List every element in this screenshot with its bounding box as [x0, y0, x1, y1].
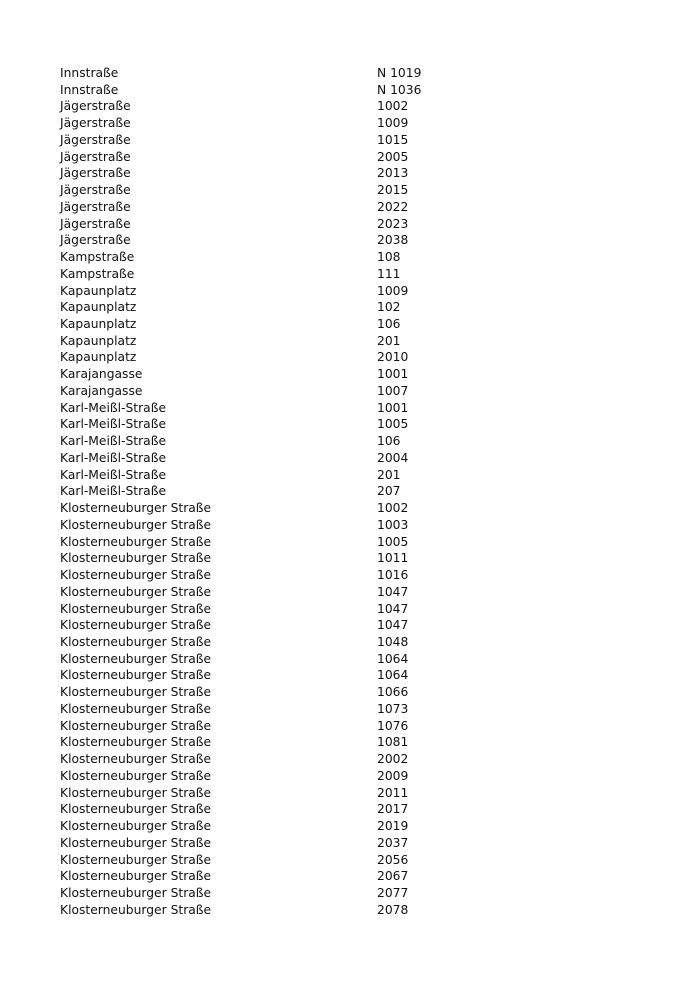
street-name: Karl-Meißl-Straße [60, 434, 167, 449]
street-name: Kapaunplatz [60, 317, 137, 332]
list-row [60, 734, 460, 751]
house-number: 2023 [377, 216, 409, 231]
street-name: Klosterneuburger Straße [60, 785, 212, 800]
house-number: 201 [377, 333, 401, 348]
list-row [60, 500, 460, 517]
street-name: Klosterneuburger Straße [60, 752, 212, 767]
house-number: 2037 [377, 835, 409, 850]
house-number: 207 [377, 484, 401, 499]
street-name: Kapaunplatz [60, 350, 137, 365]
house-number: 2015 [377, 183, 409, 198]
house-number: 2002 [377, 752, 409, 767]
list-row [60, 667, 460, 684]
list-row [60, 483, 460, 500]
house-number: 2022 [377, 199, 409, 214]
street-name: Kampstraße [60, 266, 135, 281]
list-row [60, 634, 460, 651]
street-name: Klosterneuburger Straße [60, 768, 212, 783]
house-number: 1047 [377, 601, 409, 616]
street-name: Klosterneuburger Straße [60, 651, 212, 666]
house-number: 2056 [377, 852, 409, 867]
house-number: 2078 [377, 902, 409, 917]
house-number: 1009 [377, 116, 409, 131]
street-name: Karajangasse [60, 367, 143, 382]
list-row [60, 751, 460, 768]
street-name: Jägerstraße [60, 116, 131, 131]
list-row [60, 98, 460, 115]
list-row [60, 249, 460, 266]
list-row [60, 316, 460, 333]
house-number: 1007 [377, 383, 409, 398]
list-row [60, 383, 460, 400]
street-name: Jägerstraße [60, 199, 131, 214]
street-name: Klosterneuburger Straße [60, 534, 212, 549]
house-number: 1047 [377, 618, 409, 633]
street-name: Kapaunplatz [60, 300, 137, 315]
list-row [60, 868, 460, 885]
list-row [60, 416, 460, 433]
street-name: Klosterneuburger Straße [60, 685, 212, 700]
house-number: 201 [377, 467, 401, 482]
house-number: 2077 [377, 885, 409, 900]
house-number: 1001 [377, 400, 409, 415]
street-name: Klosterneuburger Straße [60, 517, 212, 532]
list-row [60, 149, 460, 166]
list-row [60, 718, 460, 735]
house-number: 1066 [377, 685, 409, 700]
house-number: 2067 [377, 869, 409, 884]
house-number: 1005 [377, 534, 409, 549]
street-name: Klosterneuburger Straße [60, 668, 212, 683]
street-name: Jägerstraße [60, 132, 131, 147]
house-number: 1048 [377, 634, 409, 649]
street-name: Klosterneuburger Straße [60, 885, 212, 900]
house-number: 1064 [377, 651, 409, 666]
house-number: 1047 [377, 584, 409, 599]
house-number: 1076 [377, 718, 409, 733]
list-row [60, 132, 460, 149]
list-row [60, 165, 460, 182]
list-row [60, 768, 460, 785]
street-name: Klosterneuburger Straße [60, 501, 212, 516]
list-row [60, 534, 460, 551]
list-row [60, 550, 460, 567]
street-name: Kampstraße [60, 250, 135, 265]
house-number: 1064 [377, 668, 409, 683]
house-number: 2038 [377, 233, 409, 248]
house-number: 1011 [377, 551, 409, 566]
list-row [60, 567, 460, 584]
street-name: Karl-Meißl-Straße [60, 400, 167, 415]
list-row [60, 584, 460, 601]
house-number: 1001 [377, 367, 409, 382]
street-name: Innstraße [60, 66, 119, 80]
house-number: 1002 [377, 501, 409, 516]
list-row [60, 333, 460, 350]
list-row [60, 835, 460, 852]
street-name: Kapaunplatz [60, 333, 137, 348]
street-name: Jägerstraße [60, 166, 131, 181]
list-row [60, 349, 460, 366]
street-name: Klosterneuburger Straße [60, 802, 212, 817]
list-row [60, 299, 460, 316]
list-row [60, 82, 460, 99]
house-number: 2004 [377, 450, 409, 465]
street-name: Klosterneuburger Straße [60, 869, 212, 884]
list-row [60, 199, 460, 216]
list-row [60, 115, 460, 132]
list-row [60, 450, 460, 467]
house-number: 106 [377, 434, 401, 449]
list-row [60, 65, 460, 82]
list-row [60, 801, 460, 818]
list-row [60, 684, 460, 701]
house-number: 1009 [377, 283, 409, 298]
list-row [60, 266, 460, 283]
street-name: Karl-Meißl-Straße [60, 484, 167, 499]
house-number: 2017 [377, 802, 409, 817]
house-number: 1016 [377, 568, 409, 583]
house-number: 111 [377, 266, 401, 281]
street-name: Jägerstraße [60, 99, 131, 114]
street-name: Klosterneuburger Straße [60, 852, 212, 867]
list-row [60, 818, 460, 835]
house-number: 2005 [377, 149, 409, 164]
street-name: Karl-Meißl-Straße [60, 467, 167, 482]
house-number: 2009 [377, 768, 409, 783]
house-number: 1073 [377, 701, 409, 716]
list-row [60, 232, 460, 249]
house-number: 2019 [377, 819, 409, 834]
street-name: Karl-Meißl-Straße [60, 417, 167, 432]
list-row [60, 701, 460, 718]
list-row [60, 216, 460, 233]
list-row [60, 651, 460, 668]
street-name: Klosterneuburger Straße [60, 701, 212, 716]
street-name: Klosterneuburger Straße [60, 584, 212, 599]
list-row [60, 283, 460, 300]
list-row [60, 433, 460, 450]
list-row [60, 601, 460, 618]
house-number: 102 [377, 300, 401, 315]
street-name: Jägerstraße [60, 183, 131, 198]
house-number: 106 [377, 317, 401, 332]
house-number: 2010 [377, 350, 409, 365]
street-name: Klosterneuburger Straße [60, 551, 212, 566]
street-name: Klosterneuburger Straße [60, 718, 212, 733]
list-row [60, 785, 460, 802]
street-name: Klosterneuburger Straße [60, 735, 212, 750]
street-name: Klosterneuburger Straße [60, 601, 212, 616]
street-name: Karajangasse [60, 383, 143, 398]
house-number: 1015 [377, 132, 409, 147]
list-row [60, 182, 460, 199]
list-row [60, 617, 460, 634]
street-name: Klosterneuburger Straße [60, 819, 212, 834]
house-number: N 1036 [377, 82, 422, 97]
house-number: 108 [377, 250, 401, 265]
street-name: Jägerstraße [60, 216, 131, 231]
list-row [60, 852, 460, 869]
list-row [60, 517, 460, 534]
house-number: 1081 [377, 735, 409, 750]
house-number: 1005 [377, 417, 409, 432]
list-row [60, 885, 460, 902]
house-number: 2013 [377, 166, 409, 181]
list-row [60, 902, 460, 919]
list-row [60, 366, 460, 383]
street-name: Karl-Meißl-Straße [60, 450, 167, 465]
street-name: Klosterneuburger Straße [60, 618, 212, 633]
list-row [60, 467, 460, 484]
street-name: Klosterneuburger Straße [60, 634, 212, 649]
street-name: Klosterneuburger Straße [60, 568, 212, 583]
street-name: Kapaunplatz [60, 283, 137, 298]
street-name: Klosterneuburger Straße [60, 902, 212, 917]
street-name: Klosterneuburger Straße [60, 835, 212, 850]
street-name: Jägerstraße [60, 149, 131, 164]
house-number: 1003 [377, 517, 409, 532]
street-name: Innstraße [60, 82, 119, 97]
street-name: Jägerstraße [60, 233, 131, 248]
house-number: N 1019 [377, 66, 422, 80]
house-number: 1002 [377, 99, 409, 114]
house-number: 2011 [377, 785, 409, 800]
list-row [60, 400, 460, 417]
address-list [60, 65, 460, 918]
